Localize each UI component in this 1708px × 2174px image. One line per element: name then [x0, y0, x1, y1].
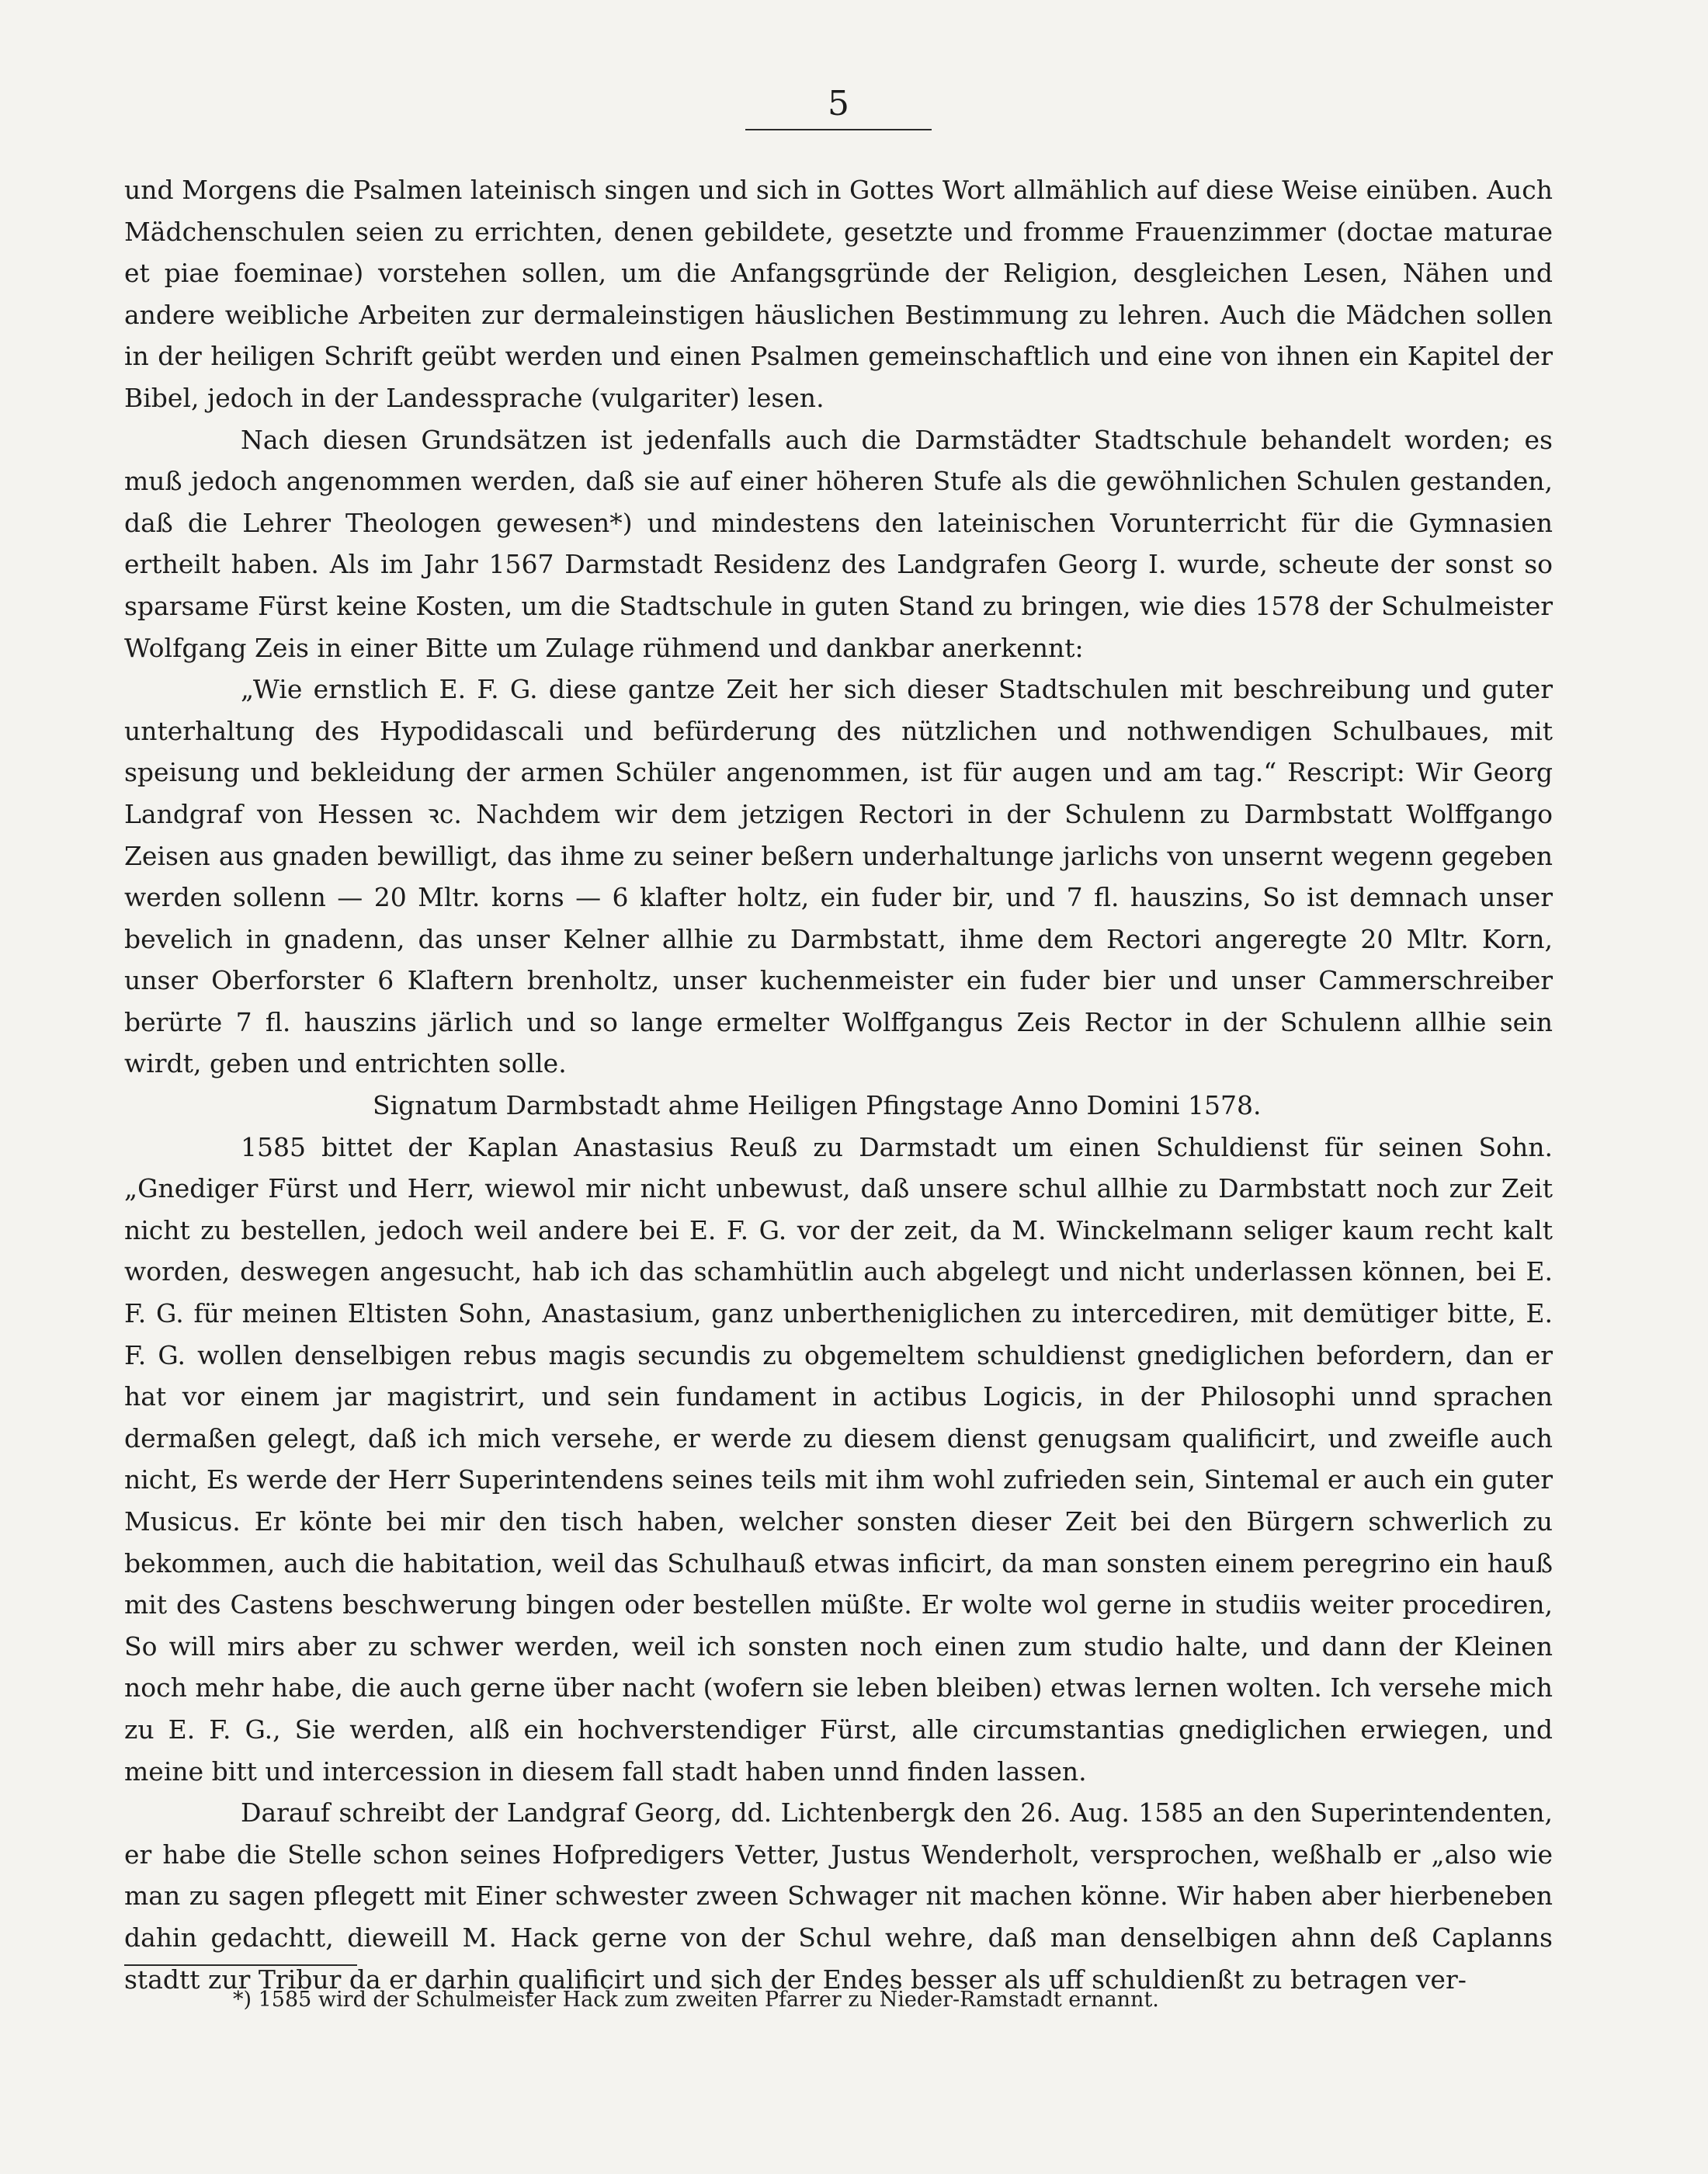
signature-line: Signatum Darmbstadt ahme Heiligen Pfingstage Anno Domini 1578.: [373, 1090, 1262, 1121]
page-number-rule: [745, 129, 932, 130]
footnote-rule: [124, 1964, 357, 1966]
paragraph-4: 1585 bittet der Kaplan Anastasius Reuß zu Darmstadt um einen Schuldienst für seinen Sohn. „Gnediger Fürst und Herr, wiewol mir nicht unbewust, daß unsere schul allhie zu Darmbstatt noch zur Zeit nicht zu bestellen, jedoch weil andere bei E. F. G. vor der zeit, da M. Winckelmann seliger kaum recht kalt worden, deswegen angesucht, hab ich das schamhütlin auch abgelegt und nicht underlassen können, bei E. F. G. für meinen Eltisten Sohn, Anastasium, ganz unbertheniglichen zu intercediren, mit demütiger bitte, E. F. G. wollen denselbigen rebus magis secundis zu obgemeltem schuldienst gnediglichen befordern, dan er hat vor einem jar magistrirt, und sein fundament in actibus Logicis, in der Philosophi unnd sprachen dermaßen gelegt, daß ich mich versehe, er werde zu diesem dienst genugsam qualificirt, und zweifle auch nicht, Es werde der Herr Superintendens seines teils mit ihm wohl zufrieden sein, Sintemal er auch ein guter Musicus. Er könte bei mir den tisch haben, welcher sonsten dieser Zeit bei den Bürgern schwerlich zu bekommen, auch die habitation, weil das Schulhauß etwas inficirt, da man sonsten einem peregrino ein hauß mit des Castens beschwerung bingen oder bestellen müßte. Er wolte wol gerne in studiis weiter procediren, So will mirs aber zu schwer werden, weil ich sonsten noch einen zum studio halte, und dann der Kleinen noch mehr habe, die auch gerne über nacht (wofern sie leben bleiben) etwas lernen wolten. Ich versehe mich zu E. F. G., Sie werden, alß ein hochverstendiger Fürst, alle circumstantias gnediglichen erwiegen, und meine bitt und intercession in diesem fall stadt haben unnd finden lassen.: [124, 1131, 1553, 1787]
body-text: [124, 169, 1553, 2000]
paragraph-5: Darauf schreibt der Landgraf Georg, dd. Lichtenbergk den 26. Aug. 1585 an den Superintendenten, er habe die Stelle schon seines Hofpredigers Vetter, Justus Wenderholt, versprochen, weßhalb er „also wie man zu sagen pflegett mit Einer schwester zween Schwager nit machen könne. Wir haben aber hierbeneben dahin gedachtt, dieweill M. Hack gerne von der Schul wehre, daß man denselbigen ahnn deß Caplanns stadtt zur Tribur da er darhin qualificirt und sich der Endes besser als uff schuldienßt zu betragen ver-: [124, 1797, 1553, 1995]
page-number: 5: [828, 84, 849, 123]
footnote: *) 1585 wird der Schulmeister Hack zum zweiten Pfarrer zu Nieder-Ramstadt ernannt.: [233, 1988, 1159, 2012]
paragraph-1: und Morgens die Psalmen lateinisch singen und sich in Gottes Wort allmählich auf diese Weise einüben. Auch Mädchenschulen seien zu errichten, denen gebildete, gesetzte und fromme Frauenzimmer (doctae maturae et piae foeminae) vorstehen sollen, um die Anfangsgründe der Religion, desgleichen Lesen, Nähen und andere weibliche Arbeiten zur dermaleinstigen häuslichen Bestimmung zu lehren. Auch die Mädchen sollen in der heiligen Schrift geübt werden und einen Psalmen gemeinschaftlich und eine von ihnen ein Kapitel der Bibel, jedoch in der Landessprache (vulgariter) lesen.: [124, 175, 1553, 413]
paragraph-2: Nach diesen Grundsätzen ist jedenfalls auch die Darmstädter Stadtschule behandelt worden; es muß jedoch angenommen werden, daß sie auf einer höheren Stufe als die gewöhnlichen Schulen gestanden, daß die Lehrer Theologen gewesen*) und mindestens den lateinischen Vorunterricht für die Gymnasien ertheilt haben. Als im Jahr 1567 Darmstadt Residenz des Landgrafen Georg I. wurde, scheute der sonst so sparsame Fürst keine Kosten, um die Stadtschule in guten Stand zu bringen, wie dies 1578 der Schulmeister Wolfgang Zeis in einer Bitte um Zulage rühmend und dankbar anerkennt:: [124, 424, 1553, 663]
paragraph-3-quote: „Wie ernstlich E. F. G. diese gantze Zeit her sich dieser Stadtschulen mit beschreibung und guter unterhaltung des Hypodidascali und befürderung des nützlichen und nothwendigen Schulbaues, mit speisung und bekleidung der armen Schüler angenommen, ist für augen und am tag.“ Rescript: Wir Georg Landgraf von Hessen ꝛc. Nachdem wir dem jetzigen Rectori in der Schulenn zu Darmbstatt Wolffgango Zeisen aus gnaden bewilligt, das ihme zu seiner beßern underhaltunge jarlichs von unsernt wegenn gegeben werden sollenn — 20 Mltr. korns — 6 klafter holtz, ein fuder bir, und 7 fl. hauszins, So ist demnach unser bevelich in gnadenn, das unser Kelner allhie zu Darmbstatt, ihme dem Rectori angeregte 20 Mltr. Korn, unser Oberforster 6 Klaftern brenholtz, unser kuchenmeister ein fuder bier und unser Cammerschreiber berürte 7 fl. hauszins järlich und so lange ermelter Wolffgangus Zeis Rector in der Schulenn allhie sein wirdt, geben und entrichten solle.: [124, 674, 1553, 1079]
